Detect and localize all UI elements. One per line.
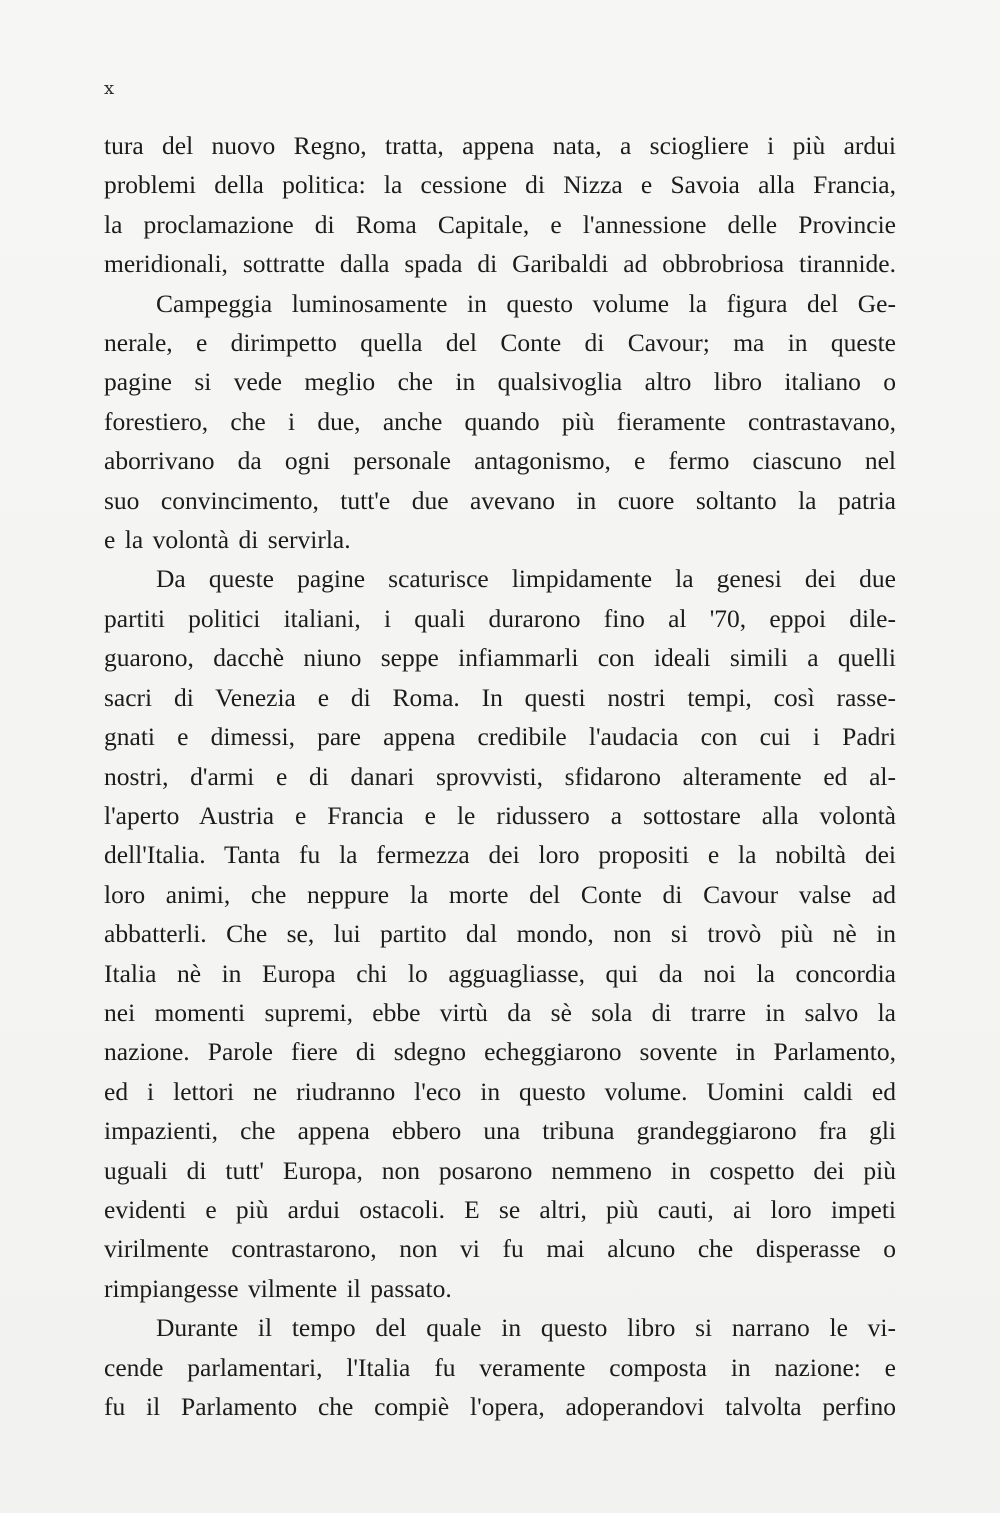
text-line: la proclamazione di Roma Capitale, e l'annessione delle Provincie — [104, 209, 896, 239]
text-line: meridionali, sottratte dalla spada di Garibaldi ad obbrobriosa tirannide. — [104, 249, 896, 279]
paragraph-2 — [104, 284, 896, 560]
text-line: evidenti e più ardui ostacoli. E se altri, più cauti, ai loro impeti — [104, 1194, 896, 1224]
text-line: uguali di tutt' Europa, non posarono nemmeno in cospetto dei più — [104, 1155, 896, 1185]
text-line: Durante il tempo del quale in questo libro si narrano le vi- — [156, 1313, 896, 1343]
text-line: nazione. Parole fiere di sdegno echeggiarono sovente in Parlamento, — [104, 1037, 896, 1067]
text-line: virilmente contrastarono, non vi fu mai alcuno che disperasse o — [104, 1234, 896, 1264]
text-line: Da queste pagine scaturisce limpidamente la genesi dei due — [156, 564, 896, 594]
text-line: suo convincimento, tutt'e due avevano in cuore soltanto la patria — [104, 485, 896, 515]
text-line: cende parlamentari, l'Italia fu veramente composta in nazione: e — [104, 1352, 896, 1382]
paragraph-1 — [104, 126, 896, 284]
text-line: nei momenti supremi, ebbe virtù da sè sola di trarre in salvo la — [104, 997, 896, 1027]
text-line: pagine si vede meglio che in qualsivoglia altro libro italiano o — [104, 367, 896, 397]
page-number: x — [104, 78, 116, 99]
text-line: aborrivano da ogni personale antagonismo, e fermo ciascuno nel — [104, 446, 896, 476]
text-line: impazienti, che appena ebbero una tribuna grandeggiarono fra gli — [104, 1116, 896, 1146]
text-line: guarono, dacchè niuno seppe infiammarli con ideali simili a quelli — [104, 643, 896, 673]
text-line: l'aperto Austria e Francia e le ridussero a sottostare alla volontà — [104, 800, 896, 830]
text-line: Campeggia luminosamente in questo volume la figura del Ge- — [156, 288, 896, 318]
body-text — [104, 126, 896, 1426]
text-line: nostri, d'armi e di danari sprovvisti, sfidarono alteramente ed al- — [104, 761, 896, 791]
text-line: forestiero, che i due, anche quando più fieramente contrastavano, — [104, 406, 896, 436]
text-line: dell'Italia. Tanta fu la fermezza dei loro propositi e la nobiltà dei — [104, 840, 896, 870]
text-line: tura del nuovo Regno, tratta, appena nata, a sciogliere i più ardui — [104, 131, 896, 160]
text-line: sacri di Venezia e di Roma. In questi nostri tempi, così rasse- — [104, 682, 896, 712]
text-line: partiti politici italiani, i quali durarono fino al '70, eppoi dile- — [104, 603, 896, 633]
text-line: Italia nè in Europa chi lo agguagliasse, qui da noi la concordia — [104, 958, 896, 988]
text-line: loro animi, che neppure la morte del Conte di Cavour valse ad — [104, 879, 896, 909]
text-line: gnati e dimessi, pare appena credibile l'audacia con cui i Padri — [104, 722, 896, 752]
text-line: rimpiangesse vilmente il passato. — [104, 1273, 452, 1303]
paragraph-4 — [104, 1308, 896, 1426]
paragraph-3 — [104, 559, 896, 1308]
text-line: problemi della politica: la cessione di Nizza e Savoia alla Francia, — [104, 170, 896, 200]
text-line: abbatterli. Che se, lui partito dal mondo, non si trovò più nè in — [104, 919, 896, 949]
text-line: ed i lettori ne riudranno l'eco in questo volume. Uomini caldi ed — [104, 1076, 896, 1106]
text-line: nerale, e dirimpetto quella del Conte di Cavour; ma in queste — [104, 328, 896, 358]
text-line: fu il Parlamento che compiè l'opera, adoperandovi talvolta perfino — [104, 1392, 896, 1421]
text-line: e la volontà di servirla. — [104, 525, 351, 555]
